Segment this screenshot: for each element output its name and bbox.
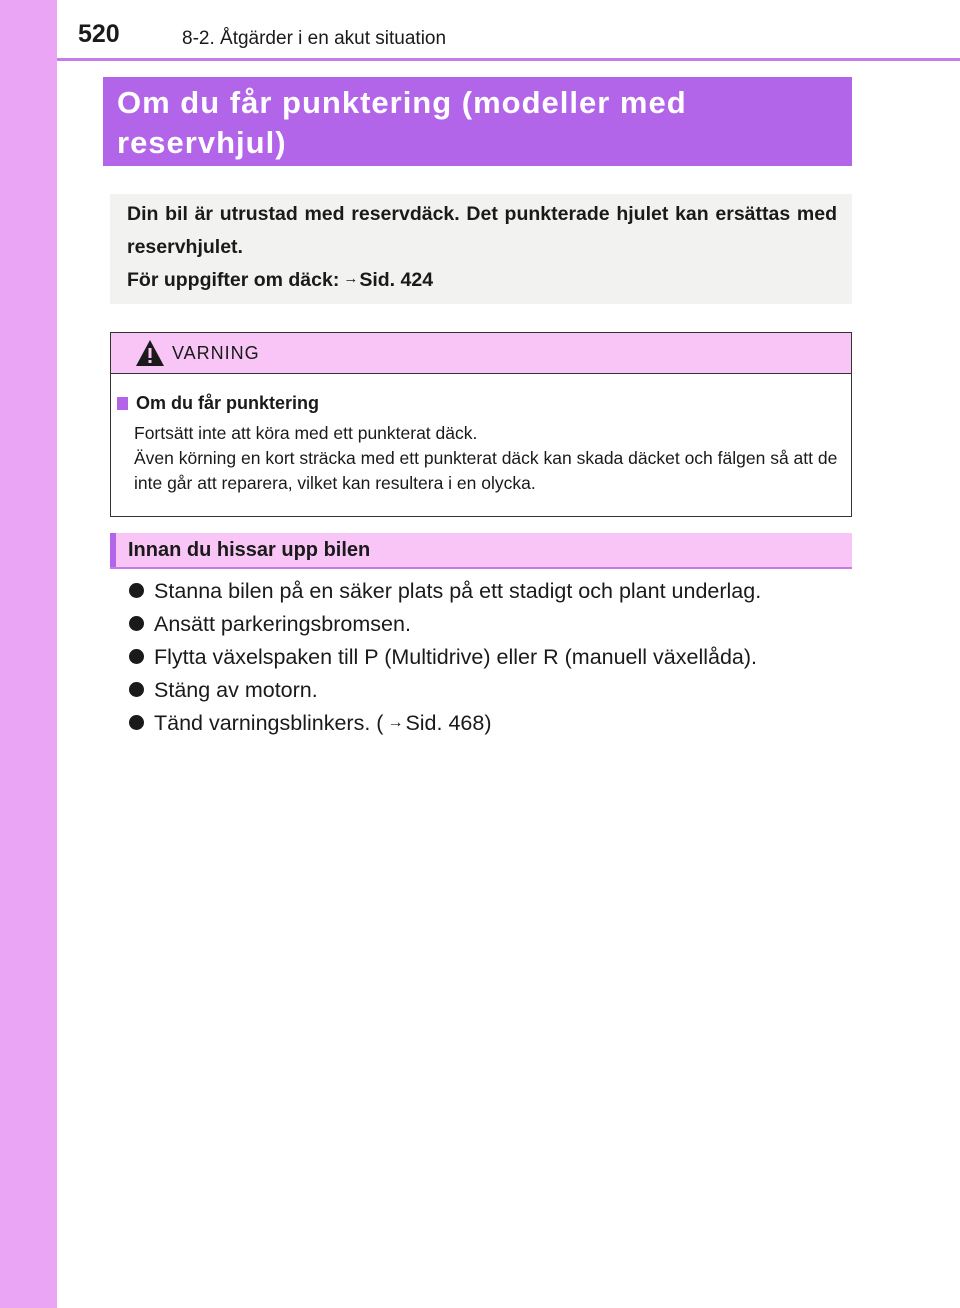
section-reference: 8-2. Åtgärder i en akut situation bbox=[182, 28, 447, 49]
warning-title: VARNING bbox=[172, 343, 260, 363]
list-item-text: Ansätt parkeringsbromsen. bbox=[154, 612, 411, 636]
subsection-accent-bar bbox=[110, 533, 116, 567]
warning-subtitle-text: Om du får punktering bbox=[136, 393, 320, 413]
warning-body-line: Även körning en kort sträcka med ett punkterat däck kan skada däcket och fälgen så att de inte går att reparera, vilket kan resultera i en olycka. bbox=[134, 448, 838, 493]
title-banner bbox=[103, 77, 852, 166]
intro-ref-target[interactable]: Sid. 424 bbox=[359, 269, 434, 291]
list-item-text: Flytta växelspaken till P (Multidrive) eller R (manuell växellåda). bbox=[154, 645, 758, 669]
bullet-dot-icon bbox=[129, 616, 144, 631]
page-number: 520 bbox=[78, 20, 120, 48]
intro-box bbox=[110, 194, 852, 304]
list-item-text: Stanna bilen på en säker plats på ett stadigt och plant underlag. bbox=[154, 579, 762, 603]
list-item bbox=[129, 641, 761, 674]
header-divider bbox=[57, 58, 960, 61]
subsection-header bbox=[110, 533, 852, 569]
square-bullet-icon bbox=[117, 397, 128, 410]
arrow-right-icon: → bbox=[387, 714, 404, 731]
list-item-text: Tänd varningsblinkers. ( bbox=[154, 711, 384, 735]
list-item bbox=[129, 674, 761, 707]
list-item bbox=[129, 575, 761, 608]
bullet-dot-icon bbox=[129, 682, 144, 697]
warning-box bbox=[110, 332, 852, 517]
bullet-dot-icon bbox=[129, 583, 144, 598]
warning-body bbox=[134, 421, 844, 496]
list-item bbox=[129, 608, 761, 641]
bullet-dot-icon bbox=[129, 715, 144, 730]
warning-header bbox=[111, 333, 851, 374]
warning-body-line: Fortsätt inte att köra med ett punkterat däck. bbox=[134, 423, 478, 443]
side-tab-strip bbox=[0, 0, 57, 1308]
page-reference-link[interactable]: Sid. 468) bbox=[405, 711, 492, 735]
intro-ref-prefix: För uppgifter om däck: bbox=[127, 269, 340, 291]
bullet-dot-icon bbox=[129, 649, 144, 664]
arrow-right-icon: → bbox=[343, 270, 359, 287]
warning-triangle-icon bbox=[135, 339, 165, 367]
list-item bbox=[129, 707, 761, 740]
page-title: Om du får punktering (modeller med reservhjul) bbox=[117, 85, 687, 160]
intro-page-reference[interactable] bbox=[127, 264, 433, 298]
list-item-text: Stäng av motorn. bbox=[154, 678, 318, 702]
steps-list bbox=[129, 575, 761, 740]
intro-text: Din bil är utrustad med reservdäck. Det punkterade hjulet kan ersättas med reservhjulet. bbox=[127, 203, 837, 258]
warning-subtitle bbox=[117, 393, 319, 414]
subsection-title: Innan du hissar upp bilen bbox=[128, 539, 371, 561]
